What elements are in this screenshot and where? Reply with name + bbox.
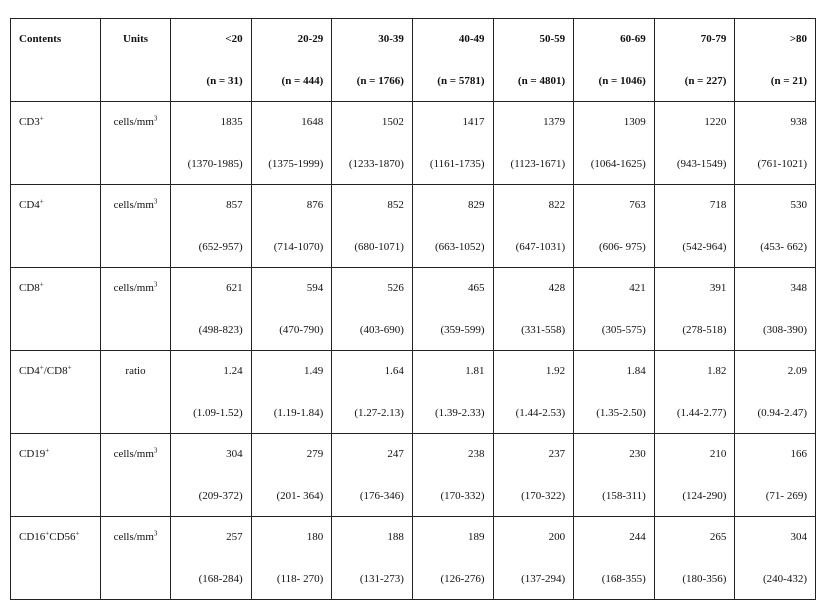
median-value: 244 <box>629 531 646 543</box>
marker-name: CD8 <box>19 282 40 294</box>
range-value: (170-322) <box>521 490 566 502</box>
unit-superscript: 3 <box>153 197 158 206</box>
marker-superscript: + <box>39 280 44 289</box>
median-value: 1502 <box>381 116 404 128</box>
median-value: 594 <box>306 282 324 294</box>
median-value: 391 <box>709 282 727 294</box>
median-value: 189 <box>468 531 485 543</box>
range-value: (647-1031) <box>515 241 566 253</box>
table-row <box>11 434 816 517</box>
median-value: 1.24 <box>223 365 243 377</box>
range-value: (943-1549) <box>676 158 727 170</box>
range-value: (1375-1999) <box>268 158 324 170</box>
table-row <box>11 268 816 351</box>
header-units-cell <box>101 19 171 102</box>
median-value: 718 <box>709 199 727 211</box>
marker-label <box>19 282 44 294</box>
header-age-group-cell <box>251 19 332 102</box>
age-range-label: >80 <box>789 33 807 45</box>
value-cell <box>251 351 332 434</box>
median-value: 237 <box>548 448 566 460</box>
median-value: 2.09 <box>787 365 807 377</box>
unit-cell <box>101 185 171 268</box>
unit-superscript: 3 <box>153 114 158 123</box>
median-value: 857 <box>226 199 243 211</box>
median-value: 200 <box>548 531 566 543</box>
value-cell <box>654 268 735 351</box>
marker-superscript: + <box>45 446 50 455</box>
range-value: (209-372) <box>198 490 243 502</box>
range-value: (714-1070) <box>273 241 324 253</box>
header-contents: Contents <box>19 33 62 45</box>
median-value: 304 <box>790 531 807 543</box>
range-value: (1370-1985) <box>187 158 243 170</box>
median-value: 530 <box>790 199 807 211</box>
median-value: 421 <box>629 282 646 294</box>
marker-name-2: CD56 <box>49 531 76 543</box>
range-value: (1.09-1.52) <box>193 407 243 419</box>
sample-size-label: (n = 4801) <box>517 75 566 87</box>
marker-superscript: + <box>39 114 44 123</box>
range-value: (652-957) <box>198 241 243 253</box>
range-value: (1.44-2.53) <box>515 407 566 419</box>
value-cell <box>251 185 332 268</box>
value-cell <box>412 268 493 351</box>
range-value: (606- 975) <box>599 241 646 253</box>
median-value: 938 <box>790 116 807 128</box>
value-cell <box>171 185 252 268</box>
value-cell <box>493 517 574 600</box>
range-value: (1064-1625) <box>590 158 646 170</box>
marker-label <box>19 448 49 460</box>
marker-name: CD4 <box>19 199 40 211</box>
range-value: (761-1021) <box>757 158 807 170</box>
reference-table <box>10 18 816 600</box>
range-value: (240-432) <box>763 573 807 585</box>
marker-superscript: + <box>45 529 50 538</box>
value-cell <box>654 517 735 600</box>
value-cell <box>251 268 332 351</box>
value-cell <box>574 268 655 351</box>
value-cell <box>574 185 655 268</box>
range-value: (453- 662) <box>760 241 807 253</box>
range-value: (1.44-2.77) <box>676 407 727 419</box>
range-value: (663-1052) <box>435 241 485 253</box>
median-value: 238 <box>468 448 485 460</box>
marker-name: CD4 <box>19 365 40 377</box>
median-value: 257 <box>226 531 243 543</box>
value-cell <box>332 351 413 434</box>
unit-text: cells/mm <box>113 282 154 294</box>
header-units: Units <box>122 33 149 45</box>
range-value: (331-558) <box>521 324 566 336</box>
value-cell <box>574 434 655 517</box>
range-value: (1.27-2.13) <box>354 407 404 419</box>
header-age-group-cell <box>412 19 493 102</box>
value-cell <box>171 268 252 351</box>
median-value: 876 <box>306 199 324 211</box>
age-range-label: <20 <box>225 33 243 45</box>
median-value: 763 <box>629 199 646 211</box>
value-cell <box>574 517 655 600</box>
value-cell <box>735 185 816 268</box>
value-cell <box>735 351 816 434</box>
value-cell <box>574 102 655 185</box>
value-cell <box>251 434 332 517</box>
marker-label <box>19 365 72 377</box>
header-row <box>11 19 816 102</box>
median-value: 1379 <box>543 116 566 128</box>
value-cell <box>493 351 574 434</box>
value-cell <box>412 517 493 600</box>
range-value: (278-518) <box>682 324 727 336</box>
unit-text: cells/mm <box>113 116 154 128</box>
value-cell <box>332 102 413 185</box>
median-value: 1835 <box>220 116 243 128</box>
unit-cell <box>101 351 171 434</box>
unit-label <box>101 282 170 294</box>
age-range-label: 40-49 <box>458 33 485 45</box>
value-cell <box>251 102 332 185</box>
unit-label <box>101 531 170 543</box>
table-row <box>11 351 816 434</box>
value-cell <box>735 102 816 185</box>
value-cell <box>493 185 574 268</box>
unit-superscript: 3 <box>153 280 158 289</box>
value-cell <box>412 102 493 185</box>
marker-superscript: + <box>39 197 44 206</box>
table-row <box>11 102 816 185</box>
range-value: (1.35-2.50) <box>596 407 646 419</box>
sample-size-label: (n = 5781) <box>437 75 485 87</box>
median-value: 621 <box>226 282 243 294</box>
value-cell <box>171 517 252 600</box>
unit-cell <box>101 102 171 185</box>
value-cell <box>171 351 252 434</box>
median-value: 348 <box>790 282 807 294</box>
unit-text: cells/mm <box>113 448 154 460</box>
value-cell <box>735 268 816 351</box>
age-range-label: 60-69 <box>620 33 646 45</box>
median-value: 279 <box>306 448 324 460</box>
unit-superscript: 3 <box>153 446 158 455</box>
value-cell <box>332 517 413 600</box>
marker-cell <box>11 517 101 600</box>
age-range-label: 70-79 <box>700 33 727 45</box>
header-age-group-cell <box>493 19 574 102</box>
median-value: 180 <box>306 531 324 543</box>
median-value: 265 <box>709 531 727 543</box>
median-value: 1.81 <box>465 365 485 377</box>
range-value: (1.19-1.84) <box>273 407 324 419</box>
range-value: (542-964) <box>682 241 727 253</box>
age-range-label: 30-39 <box>378 33 404 45</box>
unit-text: ratio <box>125 365 146 377</box>
value-cell <box>493 434 574 517</box>
marker-superscript: + <box>39 363 44 372</box>
range-value: (470-790) <box>279 324 324 336</box>
range-value: (201- 364) <box>276 490 324 502</box>
range-value: (131-273) <box>359 573 404 585</box>
value-cell <box>574 351 655 434</box>
marker-superscript-2: + <box>75 529 80 538</box>
value-cell <box>171 434 252 517</box>
median-value: 1.49 <box>304 365 324 377</box>
value-cell <box>171 102 252 185</box>
range-value: (168-355) <box>601 573 646 585</box>
marker-cell <box>11 185 101 268</box>
range-value: (137-294) <box>521 573 566 585</box>
median-value: 1309 <box>623 116 646 128</box>
value-cell <box>332 268 413 351</box>
median-value: 210 <box>709 448 727 460</box>
unit-cell <box>101 434 171 517</box>
unit-text: cells/mm <box>113 199 154 211</box>
table-row <box>11 517 816 600</box>
range-value: (71- 269) <box>765 490 807 502</box>
unit-label <box>101 116 170 128</box>
median-value: 526 <box>387 282 404 294</box>
median-value: 852 <box>387 199 404 211</box>
header-age-group-cell <box>171 19 252 102</box>
range-value: (1161-1735) <box>429 158 485 170</box>
marker-superscript-2: + <box>67 363 72 372</box>
range-value: (176-346) <box>359 490 404 502</box>
range-value: (170-332) <box>440 490 485 502</box>
unit-cell <box>101 517 171 600</box>
unit-cell <box>101 268 171 351</box>
range-value: (1233-1870) <box>348 158 404 170</box>
header-age-group-cell <box>654 19 735 102</box>
age-range-label: 20-29 <box>297 33 324 45</box>
value-cell <box>654 434 735 517</box>
value-cell <box>654 185 735 268</box>
value-cell <box>735 517 816 600</box>
median-value: 1417 <box>462 116 485 128</box>
sample-size-label: (n = 444) <box>281 75 324 87</box>
range-value: (1.39-2.33) <box>435 407 485 419</box>
marker-label <box>19 199 44 211</box>
age-range-label: 50-59 <box>539 33 566 45</box>
header-age-group-cell <box>574 19 655 102</box>
range-value: (126-276) <box>440 573 485 585</box>
sample-size-label: (n = 1766) <box>356 75 404 87</box>
header-age-group-cell <box>332 19 413 102</box>
value-cell <box>493 102 574 185</box>
median-value: 247 <box>387 448 404 460</box>
sample-size-label: (n = 31) <box>206 75 243 87</box>
median-value: 1220 <box>704 116 727 128</box>
range-value: (498-823) <box>198 324 243 336</box>
median-value: 1.82 <box>707 365 727 377</box>
range-value: (308-390) <box>763 324 807 336</box>
marker-name: CD3 <box>19 116 40 128</box>
median-value: 428 <box>548 282 566 294</box>
median-value: 188 <box>387 531 404 543</box>
marker-label <box>19 531 79 543</box>
median-value: 1648 <box>301 116 324 128</box>
marker-name-2: /CD8 <box>43 365 68 377</box>
range-value: (180-356) <box>682 573 727 585</box>
median-value: 1.92 <box>545 365 566 377</box>
sample-size-label: (n = 227) <box>684 75 727 87</box>
unit-label <box>101 365 170 377</box>
median-value: 1.84 <box>626 365 646 377</box>
range-value: (359-599) <box>440 324 485 336</box>
range-value: (680-1071) <box>354 241 404 253</box>
unit-label <box>101 199 170 211</box>
value-cell <box>412 351 493 434</box>
median-value: 829 <box>468 199 485 211</box>
range-value: (124-290) <box>682 490 727 502</box>
value-cell <box>251 517 332 600</box>
sample-size-label: (n = 21) <box>770 75 807 87</box>
range-value: (1123-1671) <box>510 158 566 170</box>
range-value: (158-311) <box>602 490 646 502</box>
value-cell <box>735 434 816 517</box>
median-value: 230 <box>629 448 646 460</box>
range-value: (0.94-2.47) <box>757 407 807 419</box>
marker-name: CD19 <box>19 448 46 460</box>
value-cell <box>493 268 574 351</box>
unit-label <box>101 448 170 460</box>
value-cell <box>412 434 493 517</box>
unit-superscript: 3 <box>153 529 158 538</box>
marker-cell <box>11 351 101 434</box>
range-value: (305-575) <box>601 324 646 336</box>
value-cell <box>332 185 413 268</box>
range-value: (403-690) <box>359 324 404 336</box>
sample-size-label: (n = 1046) <box>598 75 646 87</box>
table-row <box>11 185 816 268</box>
median-value: 465 <box>468 282 485 294</box>
median-value: 166 <box>790 448 807 460</box>
marker-name: CD16 <box>19 531 46 543</box>
value-cell <box>332 434 413 517</box>
marker-label <box>19 116 44 128</box>
median-value: 304 <box>226 448 243 460</box>
header-age-group-cell <box>735 19 816 102</box>
marker-cell <box>11 434 101 517</box>
range-value: (168-284) <box>198 573 243 585</box>
median-value: 822 <box>548 199 566 211</box>
unit-text: cells/mm <box>113 531 154 543</box>
range-value: (118- 270) <box>276 573 324 585</box>
marker-cell <box>11 102 101 185</box>
value-cell <box>654 351 735 434</box>
median-value: 1.64 <box>384 365 404 377</box>
value-cell <box>412 185 493 268</box>
header-contents-cell <box>11 19 101 102</box>
marker-cell <box>11 268 101 351</box>
value-cell <box>654 102 735 185</box>
